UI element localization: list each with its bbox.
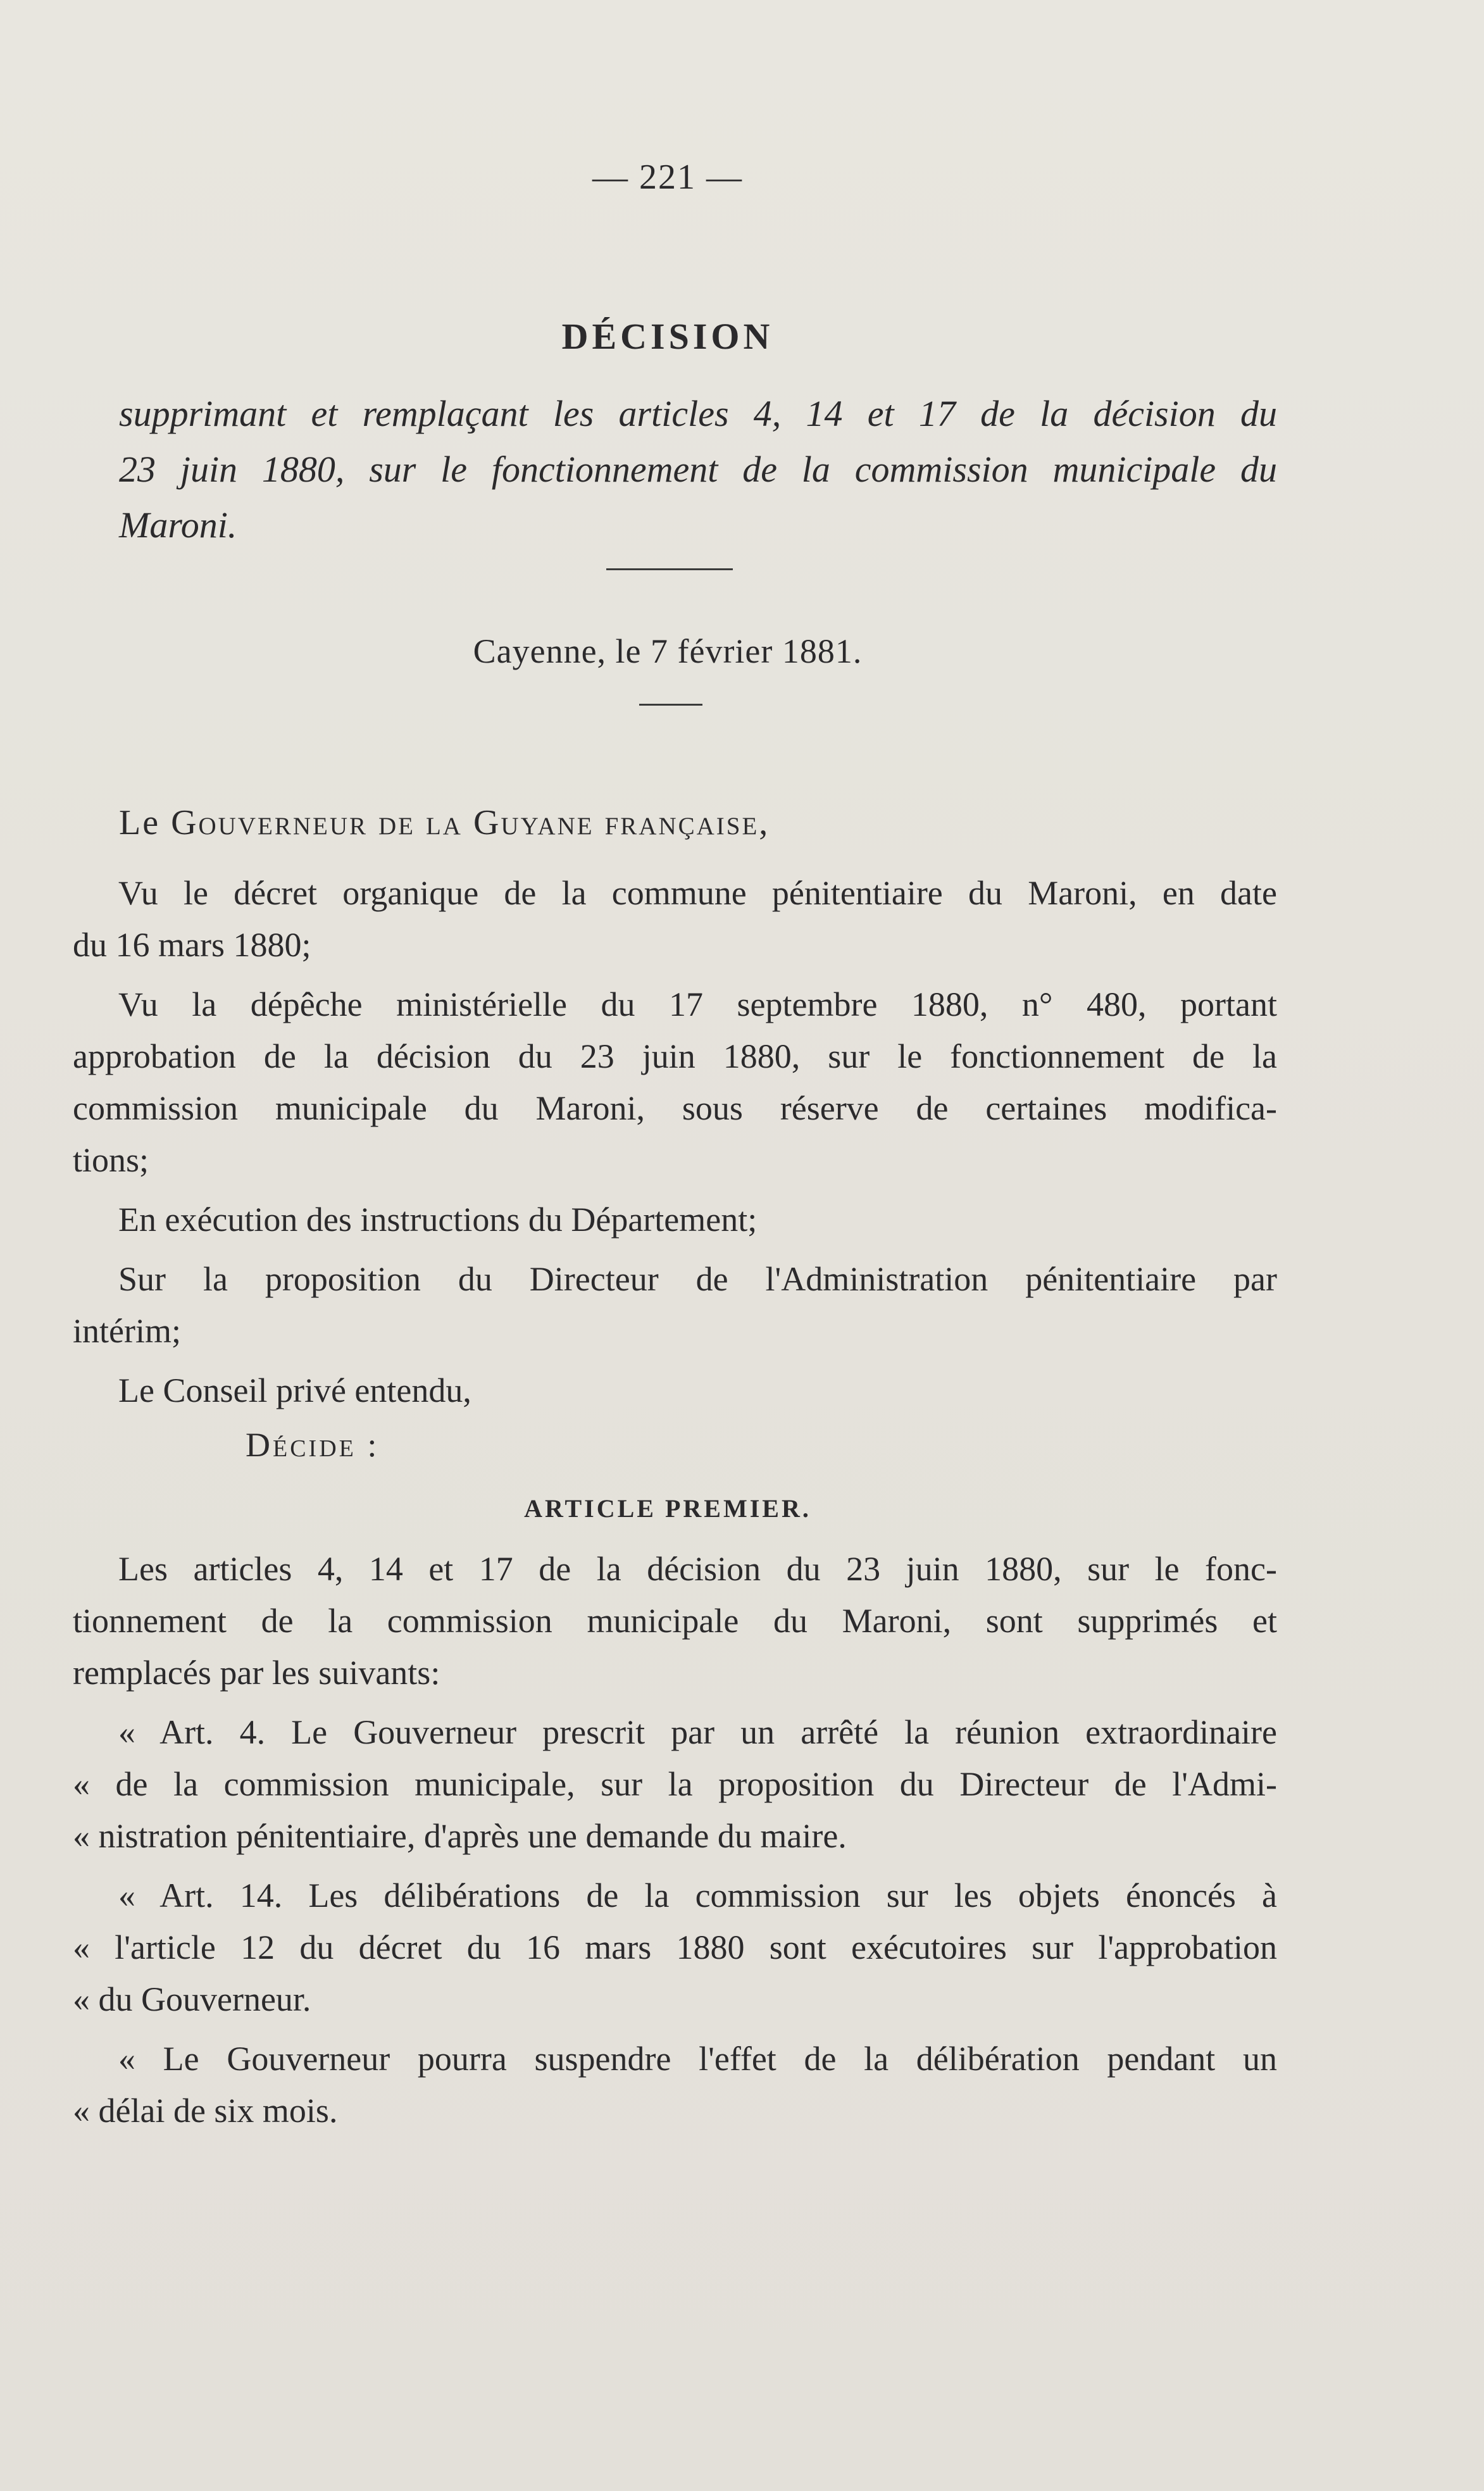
text-line: « Art. 14. Les délibérations de la commission sur les objets énoncés à bbox=[118, 1876, 1277, 1914]
text-line: du 16 mars 1880; bbox=[73, 926, 311, 964]
text-line: Vu le décret organique de la commune pénitentiaire du Maroni, en date bbox=[118, 874, 1277, 912]
text-line: tions; bbox=[73, 1141, 149, 1179]
text-line: Sur la proposition du Directeur de l'Administration pénitentiaire par bbox=[118, 1260, 1277, 1298]
decision-subtitle bbox=[119, 386, 1277, 553]
article-paragraph bbox=[73, 2033, 1277, 2137]
text-line: Le Conseil privé entendu, bbox=[118, 1371, 471, 1409]
governor-title: Gouverneur de la Guyane française, bbox=[171, 803, 770, 842]
dateline: Cayenne, le 7 février 1881. bbox=[473, 632, 863, 670]
text-line: intérim; bbox=[73, 1312, 181, 1350]
decide-heading: Décide : bbox=[246, 1426, 380, 1464]
text-line: « Art. 4. Le Gouverneur prescrit par un arrêté la réunion extraordinaire bbox=[118, 1713, 1277, 1751]
considerants bbox=[73, 867, 1277, 1416]
article-paragraph bbox=[73, 1543, 1277, 1699]
page-number: — 221 — bbox=[592, 158, 743, 197]
text-line: remplacés par les suivants: bbox=[73, 1654, 440, 1692]
text-line: approbation de la décision du 23 juin 1880, sur le fonctionnement de la bbox=[73, 1037, 1277, 1075]
article-paragraph bbox=[73, 1870, 1277, 2025]
considerant-paragraph bbox=[73, 978, 1277, 1186]
text-line: « Le Gouverneur pourra suspendre l'effet de la délibération pendant un bbox=[118, 2040, 1277, 2078]
text-line: « du Gouverneur. bbox=[73, 1980, 311, 2018]
considerant-paragraph bbox=[73, 1194, 1277, 1246]
text-line: « de la commission municipale, sur la proposition du Directeur de l'Admi- bbox=[73, 1765, 1277, 1803]
subtitle-line: supprimant et remplaçant les articles 4, 14 et 17 de la décision du bbox=[119, 393, 1277, 434]
decision-title: DÉCISION bbox=[561, 316, 774, 357]
text-line: Vu la dépêche ministérielle du 17 septembre 1880, n° 480, portant bbox=[118, 985, 1277, 1023]
text-line: « l'article 12 du décret du 16 mars 1880 sont exécutoires sur l'approbation bbox=[73, 1928, 1277, 1966]
article-paragraph bbox=[73, 1706, 1277, 1862]
subtitle-line: Maroni. bbox=[119, 504, 237, 546]
text-line: En exécution des instructions du Département; bbox=[118, 1201, 758, 1239]
article-heading: ARTICLE PREMIER. bbox=[524, 1494, 811, 1523]
text-line: commission municipale du Maroni, sous réserve de certaines modifica- bbox=[73, 1089, 1277, 1127]
divider-rule bbox=[606, 568, 733, 570]
considerant-paragraph bbox=[73, 1253, 1277, 1357]
subtitle-line: 23 juin 1880, sur le fonctionnement de la commission municipale du bbox=[119, 449, 1277, 490]
divider-rule bbox=[639, 704, 702, 706]
articles bbox=[73, 1543, 1277, 2137]
text-line: tionnement de la commission municipale du Maroni, sont supprimés et bbox=[73, 1602, 1277, 1640]
text-line: « délai de six mois. bbox=[73, 2092, 338, 2130]
governor-heading bbox=[119, 802, 770, 843]
considerant-paragraph bbox=[73, 867, 1277, 971]
considerant-paragraph bbox=[73, 1364, 1277, 1416]
governor-article: Le bbox=[119, 803, 161, 842]
text-line: Les articles 4, 14 et 17 de la décision du 23 juin 1880, sur le fonc- bbox=[118, 1550, 1277, 1588]
text-line: « nistration pénitentiaire, d'après une demande du maire. bbox=[73, 1817, 847, 1855]
